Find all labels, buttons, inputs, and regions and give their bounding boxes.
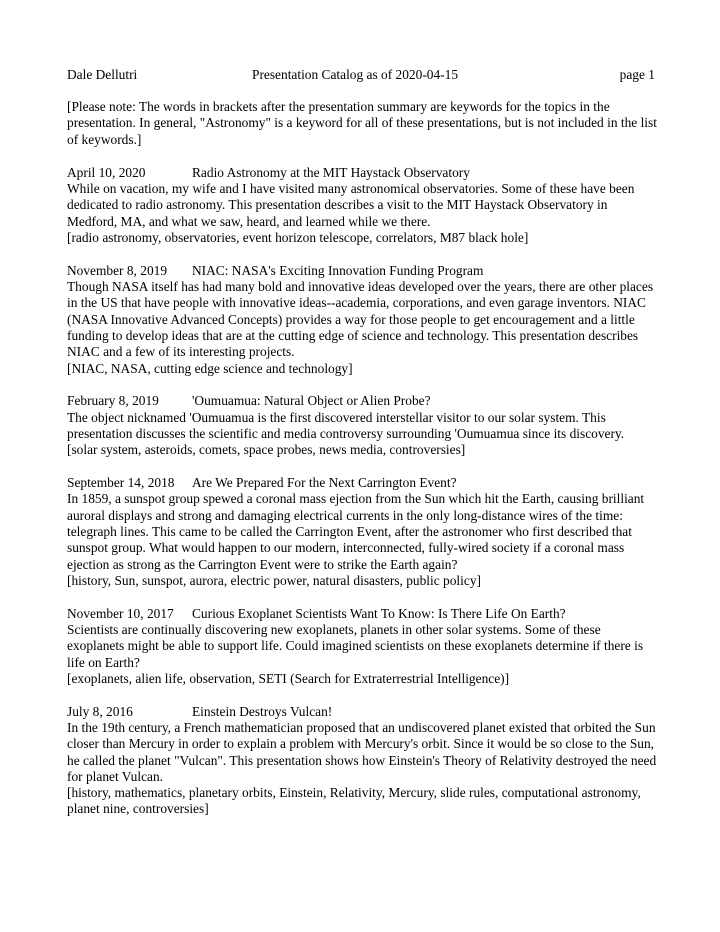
page-number: page 1 xyxy=(619,67,655,82)
entry-summary: In 1859, a sunspot group spewed a coronal mass ejection from the Sun which hit the Earth, causing brilliant auroral displays and strong and damaging electrical currents in the only long-distance wires of the time: telegraph lines. This came to be called the Carrington Event, after the astronomer who first described that sunspot group. What would happen to our modern, interconnected, fully-wired society if a coronal mass ejection as strong as the Carrington Event were to strike the Earth again? xyxy=(67,491,645,572)
entry-summary: Though NASA itself has had many bold and innovative ideas developed over the years, there are other places in the US that have people with innovative ideas--academia, corporations, and even garage inventors. NIAC (NASA Innovative Advanced Concepts) provides a way for those people to get encouragement and a little funding to develop ideas that are at the cutting edge of science and technology. This presentation describes NIAC and a few of its interesting projects. xyxy=(67,279,654,360)
entry-heading xyxy=(67,704,657,720)
entry-date: September 14, 2018 xyxy=(67,475,175,491)
entry-keywords: [NIAC, NASA, cutting edge science and technology] xyxy=(67,360,353,376)
entry-summary: The object nicknamed 'Oumuamua is the first discovered interstellar visitor to our solar system. This presentation discusses the scientific and media controversy surrounding 'Oumuamua since its discovery. xyxy=(67,409,625,442)
presentation-entry xyxy=(67,606,657,687)
entry-title: 'Oumuamua: Natural Object or Alien Probe? xyxy=(192,393,431,409)
entry-title: Radio Astronomy at the MIT Haystack Observatory xyxy=(192,164,470,180)
catalog-title: Presentation Catalog as of 2020-04-15 xyxy=(252,67,459,82)
presentation-entry xyxy=(67,704,657,818)
presentation-entry xyxy=(67,165,657,246)
entry-heading xyxy=(67,393,657,409)
entry-keywords: [history, mathematics, planetary orbits, Einstein, Relativity, Mercury, slide rules, computational astronomy, planet nine, controversies] xyxy=(67,785,641,817)
entry-date: February 8, 2019 xyxy=(67,393,159,409)
entry-keywords: [exoplanets, alien life, observation, SETI (Search for Extraterrestrial Intelligence)] xyxy=(67,670,510,686)
author-name: Dale Dellutri xyxy=(67,67,138,82)
keywords-note: [Please note: The words in brackets after the presentation summary are keywords for the topics in the presentation. In general, "Astronomy" is a keyword for all of these presentations, but is not included in the list of keywords.] xyxy=(67,99,657,147)
entry-date: November 10, 2017 xyxy=(67,605,174,621)
presentation-entry xyxy=(67,263,657,377)
entry-keywords: [history, Sun, sunspot, aurora, electric power, natural disasters, public policy] xyxy=(67,572,481,588)
entry-keywords: [solar system, asteroids, comets, space probes, news media, controversies] xyxy=(67,442,466,458)
entry-title: Curious Exoplanet Scientists Want To Know: Is There Life On Earth? xyxy=(192,605,566,621)
entry-title: Are We Prepared For the Next Carrington Event? xyxy=(192,475,457,491)
entry-heading xyxy=(67,606,657,622)
entry-heading xyxy=(67,165,657,181)
entry-heading xyxy=(67,475,657,491)
entry-title: Einstein Destroys Vulcan! xyxy=(192,703,333,719)
entry-date: April 10, 2020 xyxy=(67,164,146,180)
entry-date: July 8, 2016 xyxy=(67,703,133,719)
presentation-entry xyxy=(67,393,657,458)
entry-keywords: [radio astronomy, observatories, event horizon telescope, correlators, M87 black hole] xyxy=(67,230,529,246)
presentation-entry xyxy=(67,475,657,589)
page-header xyxy=(67,67,655,84)
entry-summary: While on vacation, my wife and I have visited many astronomical observatories. Some of these have been dedicated to radio astronomy. This presentation describes a visit to the MIT Haystack Observatory in Medford, MA, and what we saw, heard, and learned while we there. xyxy=(67,181,635,229)
catalog-body xyxy=(67,99,657,834)
entry-summary: Scientists are continually discovering new exoplanets, planets in other solar systems. Some of these exoplanets might be able to support life. Could imagined scientists on these exoplanets determine if there is life on Earth? xyxy=(67,622,644,670)
entry-title: NIAC: NASA's Exciting Innovation Funding Program xyxy=(192,262,484,278)
entry-summary: In the 19th century, a French mathematician proposed that an undiscovered planet existed that orbited the Sun closer than Mercury in order to explain a problem with Mercury's orbit. Since it would be so close to the Sun, he called the planet "Vulcan". This presentation shows how Einstein's Theory of Relativity destroyed the need for planet Vulcan. xyxy=(67,720,657,784)
entry-date: November 8, 2019 xyxy=(67,262,168,278)
entry-heading xyxy=(67,263,657,279)
